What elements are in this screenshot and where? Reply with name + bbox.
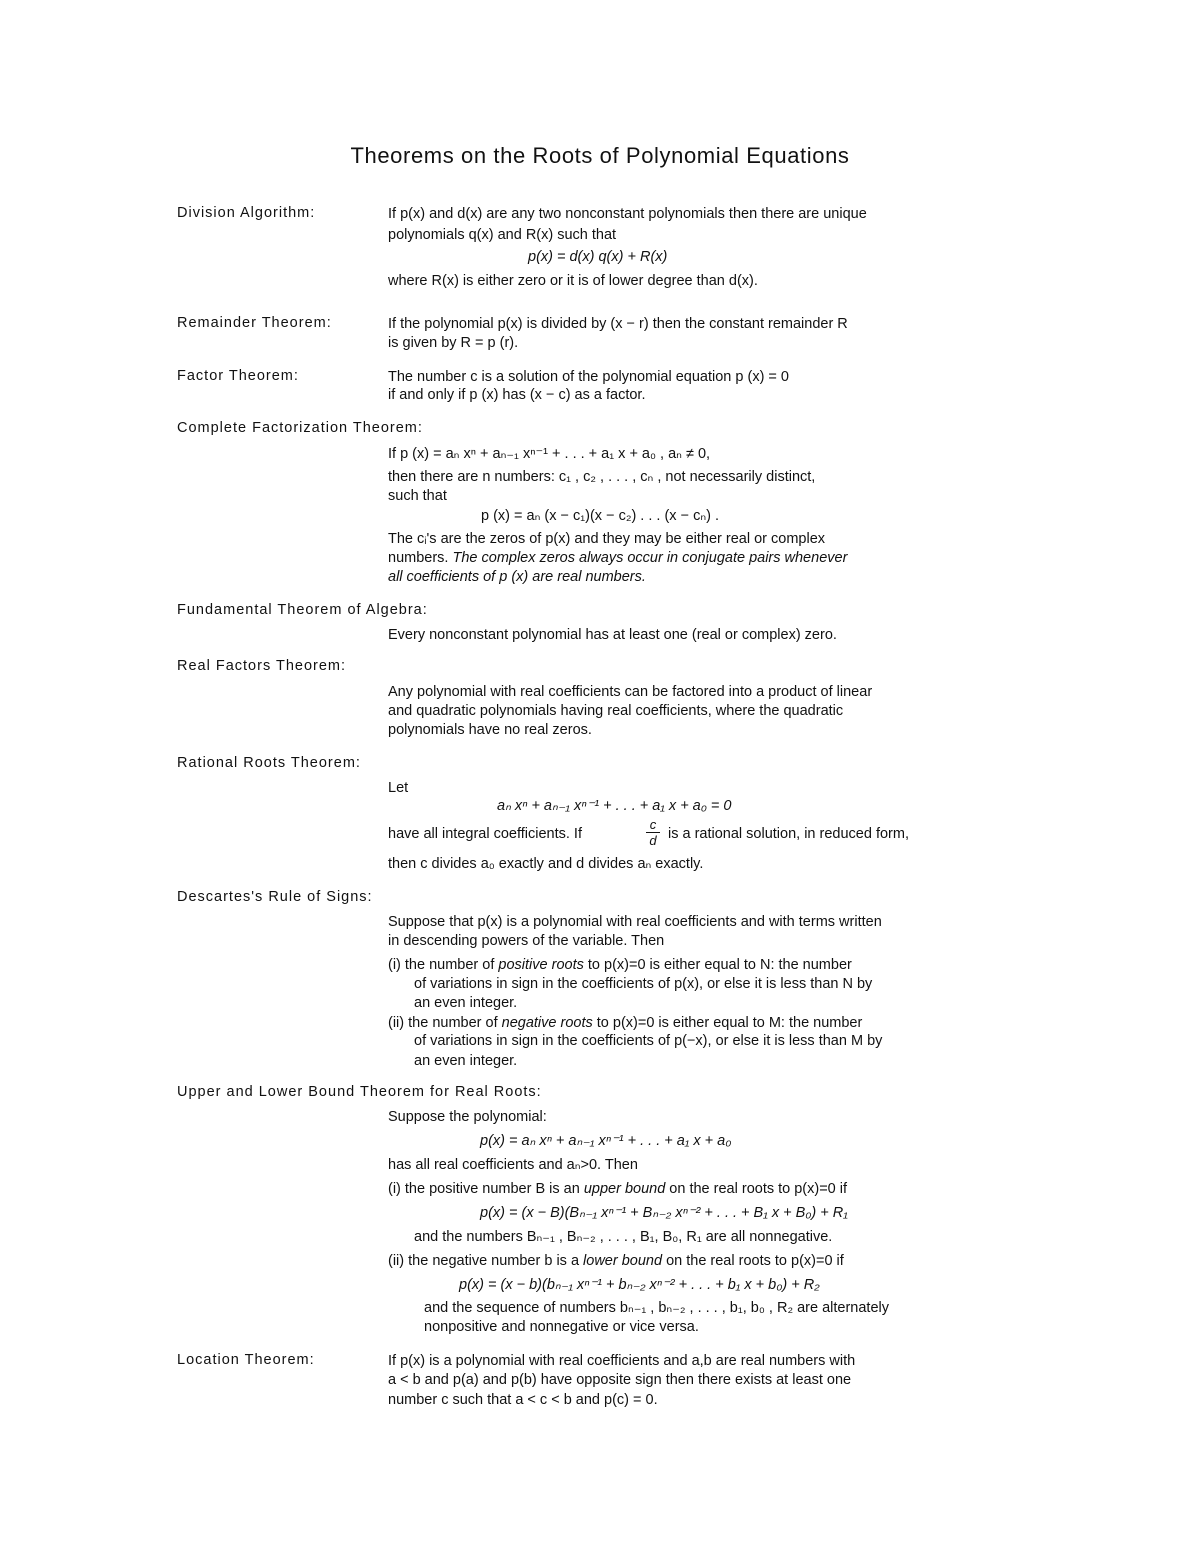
rational-text-line: have all integral coefficients. If <box>388 826 582 842</box>
bounds-text-line: and the sequence of numbers bₙ₋₁ , bₙ₋₂ , . . . , b₁, b₀ , R₂ are alternately <box>424 1300 889 1316</box>
bounds-item-i <box>388 1180 847 1198</box>
upper-bound-emphasis: upper bound <box>583 1181 666 1197</box>
realfactors-text-line: and quadratic polynomials having real coefficients, where the quadratic <box>388 703 844 719</box>
descartes-text-line: of variations in sign in the coefficients of p(x), or else it is less than N by <box>414 976 873 992</box>
fundamental-theorem-label: Fundamental Theorem of Algebra: <box>177 602 428 618</box>
bounds-theorem-label: Upper and Lower Bound Theorem for Real Roots: <box>177 1084 542 1100</box>
descartes-text-line: in descending powers of the variable. Then <box>388 933 665 949</box>
factor-text-line: if and only if p (x) has (x − c) as a factor. <box>388 387 646 403</box>
rational-roots-label: Rational Roots Theorem: <box>177 755 361 771</box>
division-algorithm-label: Division Algorithm: <box>177 205 316 221</box>
complete-text-line: The cᵢ's are the zeros of p(x) and they may be either real or complex <box>388 531 826 547</box>
rational-text-line: then c divides a₀ exactly and d divides aₙ exactly. <box>388 856 704 872</box>
bounds-item-ii <box>388 1252 844 1270</box>
complete-factorization-label: Complete Factorization Theorem: <box>177 420 423 436</box>
page-title: Theorems on the Roots of Polynomial Equations <box>350 143 850 168</box>
fraction-denominator: d <box>649 833 657 848</box>
bounds-text-line: Suppose the polynomial: <box>388 1109 547 1125</box>
complete-text-line <box>388 549 847 567</box>
division-text-line: If p(x) and d(x) are any two nonconstant polynomials then there are unique <box>388 206 867 222</box>
rational-equation: aₙ xⁿ + aₙ₋₁ xⁿ⁻¹ + . . . + a₁ x + a₀ = 0 <box>497 798 732 814</box>
division-text-line: polynomials q(x) and R(x) such that <box>388 227 617 243</box>
location-text-line: number c such that a < c < b and p(c) = 0. <box>388 1392 658 1408</box>
location-text-line: If p(x) is a polynomial with real coefficients and a,b are real numbers with <box>388 1353 856 1369</box>
bounds-equation: p(x) = aₙ xⁿ + aₙ₋₁ xⁿ⁻¹ + . . . + a₁ x + a₀ <box>480 1133 732 1149</box>
upper-bound-equation: p(x) = (x − B)(Bₙ₋₁ xⁿ⁻¹ + Bₙ₋₂ xⁿ⁻² + . . . + B₁ x + B₀) + R₁ <box>480 1205 848 1221</box>
fundamental-text-line: Every nonconstant polynomial has at least one (real or complex) zero. <box>388 627 837 643</box>
division-text-line: where R(x) is either zero or it is of lower degree than d(x). <box>388 273 758 289</box>
descartes-text-normal: (ii) the number of <box>388 1015 502 1031</box>
complete-text-line: then there are n numbers: c₁ , c₂ , . . . , cₙ , not necessarily distinct, <box>388 469 816 485</box>
descartes-text-line: Suppose that p(x) is a polynomial with real coefficients and with terms written <box>388 914 882 930</box>
location-text-line: a < b and p(a) and p(b) have opposite sign then there exists at least one <box>388 1372 852 1388</box>
factor-text-line: The number c is a solution of the polynomial equation p (x) = 0 <box>388 369 789 385</box>
descartes-text-normal: (i) the number of <box>388 957 499 973</box>
bounds-text-normal: on the real roots to p(x)=0 if <box>662 1253 844 1269</box>
descartes-item-ii <box>388 1014 862 1032</box>
location-theorem-label: Location Theorem: <box>177 1352 315 1368</box>
complete-text-italic: The complex zeros always occur in conjugate pairs whenever <box>452 550 848 566</box>
bounds-text-line: and the numbers Bₙ₋₁ , Bₙ₋₂ , . . . , B₁, B₀, R₁ are all nonnegative. <box>414 1229 833 1245</box>
complete-text-line: If p (x) = aₙ xⁿ + aₙ₋₁ xⁿ⁻¹ + . . . + a₁ x + a₀ , aₙ ≠ 0, <box>388 446 711 462</box>
complete-text-line: all coefficients of p (x) are real numbers. <box>388 569 646 585</box>
factor-theorem-label: Factor Theorem: <box>177 368 299 384</box>
descartes-text-normal: to p(x)=0 is either equal to N: the number <box>583 957 852 973</box>
descartes-rule-label: Descartes's Rule of Signs: <box>177 889 373 905</box>
remainder-text-line: If the polynomial p(x) is divided by (x − r) then the constant remainder R <box>388 316 848 332</box>
bounds-text-line: has all real coefficients and aₙ>0. Then <box>388 1157 638 1173</box>
lower-bound-emphasis: lower bound <box>583 1253 663 1269</box>
bounds-text-normal: (i) the positive number B is an <box>388 1181 584 1197</box>
fraction-c-over-d <box>646 818 660 847</box>
descartes-text-line: an even integer. <box>414 1053 518 1069</box>
fraction-numerator: c <box>649 817 657 832</box>
descartes-text-line: an even integer. <box>414 995 518 1011</box>
realfactors-text-line: Any polynomial with real coefficients can be factored into a product of linear <box>388 684 873 700</box>
remainder-theorem-label: Remainder Theorem: <box>177 315 332 331</box>
descartes-item-i <box>388 956 852 974</box>
bounds-text-normal: on the real roots to p(x)=0 if <box>665 1181 848 1197</box>
complete-text-normal: numbers. <box>388 550 453 566</box>
descartes-text-line: of variations in sign in the coefficients of p(−x), or else it is less than M by <box>414 1033 883 1049</box>
rational-text-line: is a rational solution, in reduced form, <box>668 826 909 842</box>
positive-roots-emphasis: positive roots <box>498 957 584 973</box>
remainder-text-line: is given by R = p (r). <box>388 335 519 351</box>
division-equation: p(x) = d(x) q(x) + R(x) <box>528 249 668 265</box>
complete-text-line: such that <box>388 488 447 504</box>
negative-roots-emphasis: negative roots <box>501 1015 593 1031</box>
lower-bound-equation: p(x) = (x − b)(bₙ₋₁ xⁿ⁻¹ + bₙ₋₂ xⁿ⁻² + . . . + b₁ x + b₀) + R₂ <box>459 1277 820 1293</box>
realfactors-text-line: polynomials have no real zeros. <box>388 722 592 738</box>
bounds-text-line: nonpositive and nonnegative or vice versa. <box>424 1319 699 1335</box>
real-factors-label: Real Factors Theorem: <box>177 658 347 674</box>
rational-text-line: Let <box>388 780 409 796</box>
bounds-text-normal: (ii) the negative number b is a <box>388 1253 584 1269</box>
descartes-text-normal: to p(x)=0 is either equal to M: the number <box>592 1015 863 1031</box>
complete-equation: p (x) = aₙ (x − c₁)(x − c₂) . . . (x − cₙ) . <box>481 508 719 524</box>
